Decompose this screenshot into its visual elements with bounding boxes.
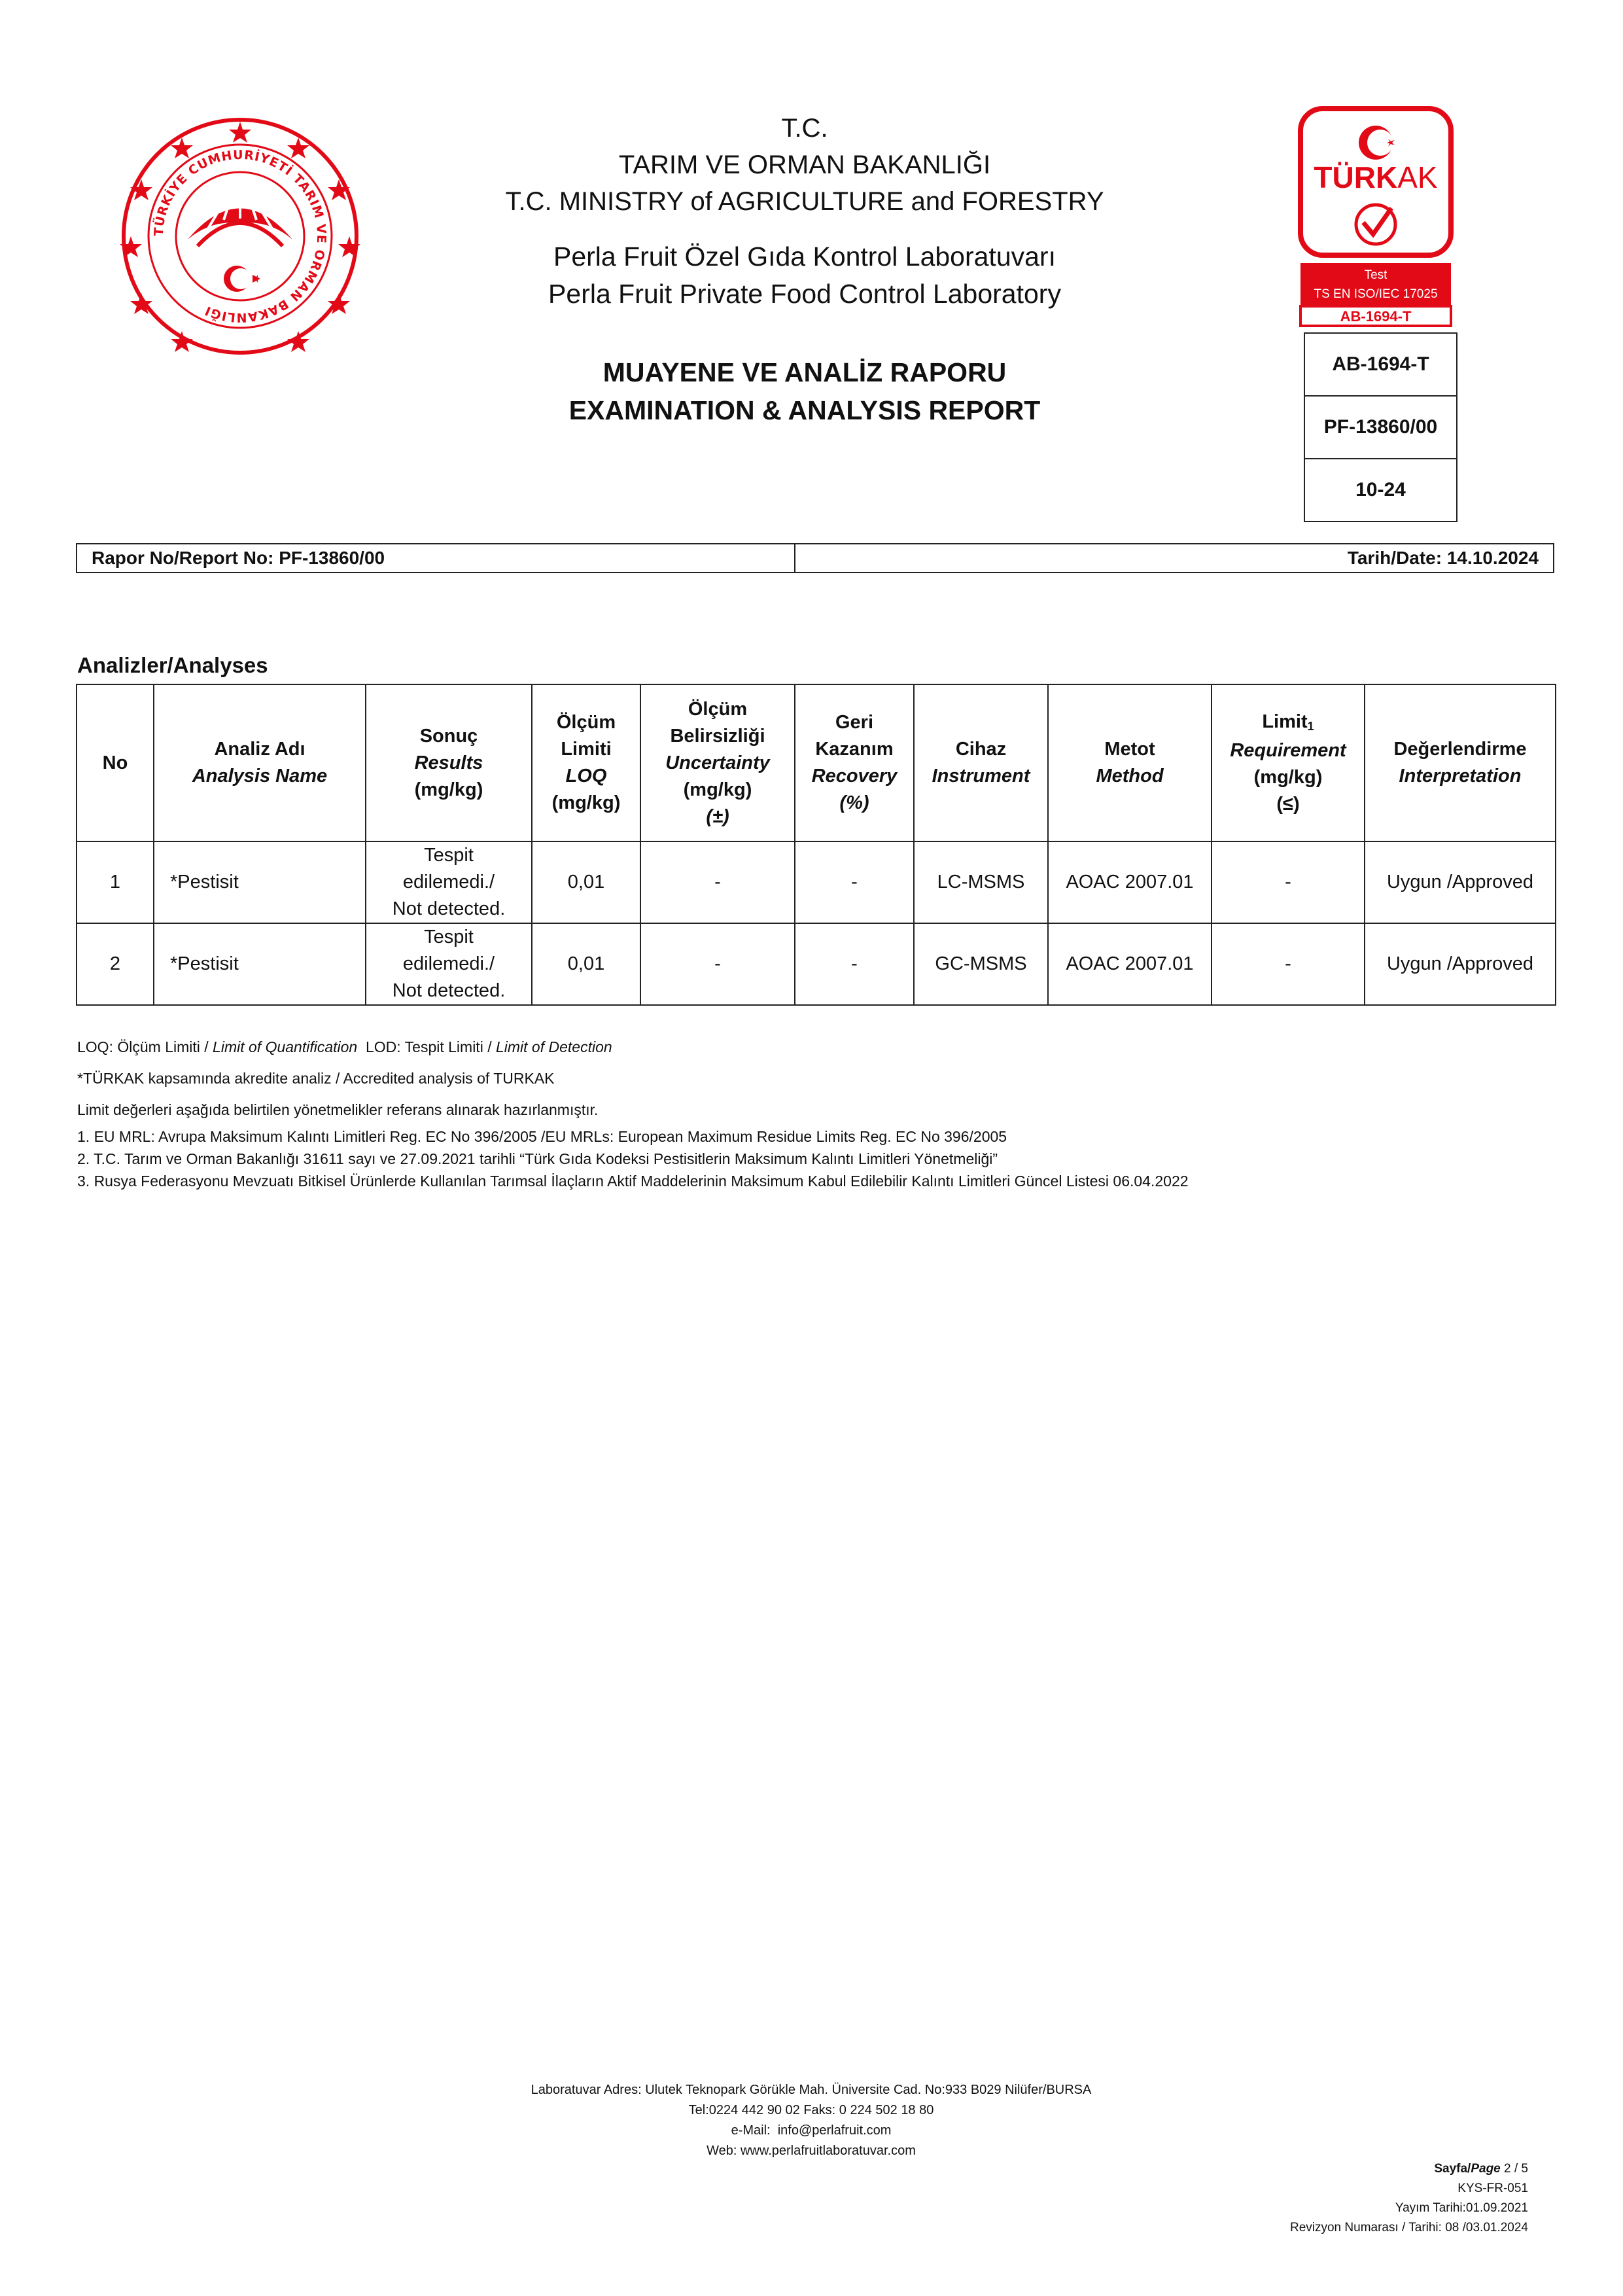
cell-loq: 0,01: [532, 841, 640, 923]
note-reference-3: 3. Rusya Federasyonu Mevzuatı Bitkisel Ürünlerde Kullanılan Tarımsal İlaçların Aktif Maddelerinin Maksimum Kabul Edilebilir Kalıntı Limitleri Güncel Listesi 06.04.2022: [77, 1173, 1189, 1190]
note-accredited: *TÜRKAK kapsamında akredite analiz / Accredited analysis of TURKAK: [77, 1070, 555, 1087]
date-code: 10-24: [1355, 479, 1406, 501]
turkak-code: AB-1694-T: [1340, 308, 1412, 325]
header-results: Sonuç Results (mg/kg): [366, 684, 532, 841]
header-ministry-tr: TARIM VE ORMAN BAKANLIĞI: [618, 150, 991, 179]
form-code: KYS-FR-051: [1457, 2181, 1528, 2195]
seal-text: TÜRKİYE CUMHURİYETİ TARIM VE ORMAN BAKANLIĞI: [151, 147, 329, 325]
header-no: No: [77, 684, 154, 841]
report-title-en: EXAMINATION & ANALYSIS REPORT: [568, 395, 1041, 425]
footer-address: Laboratuvar Adres: Ulutek Teknopark Görükle Mah. Üniversite Cad. No:933 B029 Nilüfer/BURSA: [531, 2083, 1092, 2097]
svg-text:TÜRKAK: [1314, 160, 1437, 194]
cell-interpretation: Uygun /Approved: [1365, 841, 1556, 923]
header-method: Metot Method: [1048, 684, 1212, 841]
cell-uncertainty: -: [640, 841, 795, 923]
notes-block: [77, 1031, 1549, 1192]
table-row: [77, 841, 1556, 923]
header-analysis-name: Analiz Adı Analysis Name: [154, 684, 366, 841]
cell-loq: 0,01: [532, 923, 640, 1005]
cell-no: 2: [77, 923, 154, 1005]
turkak-accreditation-logo: [1297, 105, 1455, 327]
footer-phone: Tel:0224 442 90 02 Faks: 0 224 502 18 80: [688, 2103, 934, 2117]
accreditation-code: AB-1694-T: [1305, 334, 1456, 397]
ministry-seal-logo: [119, 115, 361, 357]
revision-info: Revizyon Numarası / Tarihi: 08 /03.01.2024: [1289, 2221, 1528, 2234]
table-header-row: [77, 684, 1556, 841]
cell-no: 1: [77, 841, 154, 923]
footer-web: Web: www.perlafruitlaboratuvar.com: [707, 2144, 916, 2158]
footer-address-block: [393, 2080, 1230, 2161]
report-info-bar: [76, 543, 1554, 573]
cell-analysis-name: *Pestisit: [154, 841, 366, 923]
cell-analysis-name: *Pestisit: [154, 923, 366, 1005]
turkak-name-suffix: AK: [1397, 160, 1438, 194]
report-date: Tarih/Date: 14.10.2024: [1347, 548, 1539, 568]
header-block: [458, 110, 1151, 429]
header-lab-en: Perla Fruit Private Food Control Laboratory: [548, 279, 1061, 309]
cell-uncertainty: -: [640, 923, 795, 1005]
header-country: T.C.: [781, 114, 828, 143]
footer-page-info: [1112, 2159, 1528, 2238]
cell-result: Tespit edilemedi./ Not detected.: [366, 841, 532, 923]
report-number: Rapor No/Report No: PF-13860/00: [77, 544, 795, 572]
page-number: Sayfa/Page 2 / 5: [1434, 2162, 1528, 2176]
header-recovery: Geri Kazanım Recovery (%): [795, 684, 914, 841]
header-loq: Ölçüm Limiti LOQ (mg/kg): [532, 684, 640, 841]
report-code: PF-13860/00: [1305, 397, 1456, 459]
header-instrument: Cihaz Instrument: [914, 684, 1048, 841]
accreditation-code-box: [1304, 332, 1457, 522]
cell-recovery: -: [795, 841, 914, 923]
cell-method: AOAC 2007.01: [1048, 923, 1212, 1005]
header-limit: Limit$_1$ Requirement (mg/kg) (≤): [1212, 684, 1365, 841]
cell-instrument: LC-MSMS: [914, 841, 1048, 923]
header-uncertainty: Ölçüm Belirsizliği Uncertainty (mg/kg) (±): [640, 684, 795, 841]
cell-recovery: -: [795, 923, 914, 1005]
report-title-tr: MUAYENE VE ANALİZ RAPORU: [602, 357, 1007, 387]
header-interpretation: Değerlendirme Interpretation: [1365, 684, 1556, 841]
analyses-section-title: Analizler/Analyses: [77, 653, 268, 677]
cell-method: AOAC 2007.01: [1048, 841, 1212, 923]
analysis-table: [76, 684, 1556, 1006]
footer-email: e-Mail: info@perlafruit.com: [731, 2123, 892, 2138]
published-date: Yayım Tarihi:01.09.2021: [1395, 2201, 1528, 2215]
note-limits-intro: Limit değerleri aşağıda belirtilen yönetmelikler referans alınarak hazırlanmıştır.: [77, 1101, 599, 1118]
turkak-standard: TS EN ISO/IEC 17025: [1314, 287, 1438, 301]
note-reference-2: 2. T.C. Tarım ve Orman Bakanlığı 31611 sayı ve 27.09.2021 tarihli “Türk Gıda Kodeksi Pestisitlerin Maksimum Kalıntı Limitleri Yönetmeliği”: [77, 1150, 998, 1167]
cell-result: Tespit edilemedi./ Not detected.: [366, 923, 532, 1005]
cell-instrument: GC-MSMS: [914, 923, 1048, 1005]
header-lab-tr: Perla Fruit Özel Gıda Kontrol Laboratuvarı: [553, 241, 1056, 272]
turkak-name: TÜRK: [1314, 160, 1398, 194]
cell-limit: -: [1212, 841, 1365, 923]
table-row: [77, 923, 1556, 1005]
svg-text:TÜRKİYE CUMHURİYETİ TARIM VE O: [151, 148, 328, 325]
header-ministry-en: T.C. MINISTRY of AGRICULTURE and FORESTRY: [505, 187, 1104, 216]
turkak-test-label: Test: [1364, 268, 1387, 282]
note-reference-1: 1. EU MRL: Avrupa Maksimum Kalıntı Limitleri Reg. EC No 396/2005 /EU MRLs: European Maximum Residue Limits Reg. EC No 396/2005: [77, 1128, 1007, 1145]
cell-limit: -: [1212, 923, 1365, 1005]
cell-interpretation: Uygun /Approved: [1365, 923, 1556, 1005]
note-loq-lod: LOQ: Ölçüm Limiti / Limit of Quantification LOD: Tespit Limiti / Limit of Detection: [77, 1038, 612, 1055]
